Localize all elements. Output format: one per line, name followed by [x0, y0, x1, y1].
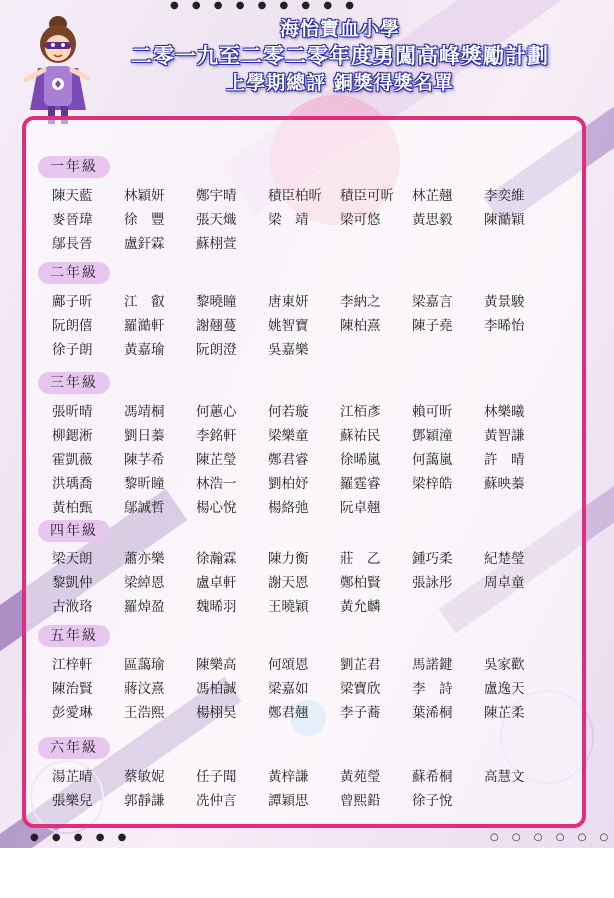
grade-label: 三年級: [38, 372, 110, 394]
student-name: 魏晞羽: [196, 599, 237, 615]
student-name: 鄺子昕: [52, 294, 93, 310]
student-name: 劉日蓁: [124, 428, 165, 444]
student-name: 謝天恩: [268, 575, 309, 591]
student-name: 陳樂高: [196, 657, 237, 673]
student-name: 李奕維: [484, 188, 525, 204]
student-name: 阮朗澄: [196, 342, 237, 358]
student-name: 鄔長晉: [52, 236, 93, 252]
student-name: 羅霆睿: [340, 476, 381, 492]
student-name: 葉浠桐: [412, 705, 453, 721]
student-name: 王浩熙: [124, 705, 165, 721]
student-name: 黎凱仲: [52, 575, 93, 591]
student-name: 黃柏甄: [52, 500, 93, 516]
student-name: 梁 靖: [268, 212, 309, 228]
student-name: 劉柏妤: [268, 476, 309, 492]
student-name: 鄭君睿: [268, 452, 309, 468]
student-name: 梁天朗: [52, 551, 93, 567]
student-name: 姚智寶: [268, 318, 309, 334]
student-name: 江 叡: [124, 294, 165, 310]
student-name: 彭愛琳: [52, 705, 93, 721]
grade-label: 一年級: [38, 156, 110, 178]
name-row: [52, 767, 556, 787]
student-name: 梁可悠: [340, 212, 381, 228]
grade-label: 二年級: [38, 262, 110, 284]
student-name: 洪瑀喬: [52, 476, 93, 492]
grade-label: 六年級: [38, 737, 110, 759]
student-name: 張樂兒: [52, 793, 93, 809]
student-name: 蔡敏妮: [124, 769, 165, 785]
student-name: 鍾巧柔: [412, 551, 453, 567]
student-name: 蔣汶熹: [124, 681, 165, 697]
decor-dots: ● ● ● ● ● ● ● ● ●: [170, 0, 359, 11]
student-name: 李子蕎: [340, 705, 381, 721]
student-name: 鄧穎潼: [412, 428, 453, 444]
student-name: 盧逸天: [484, 681, 525, 697]
name-row: [52, 474, 556, 494]
student-name: 鄭君翹: [268, 705, 309, 721]
student-name: 蘇栩萱: [196, 236, 237, 252]
student-name: 古浟珞: [52, 599, 93, 615]
name-row: [52, 402, 556, 422]
student-name: 鄭宇晴: [196, 188, 237, 204]
student-name: 鄭柏賢: [340, 575, 381, 591]
name-row: [52, 573, 556, 593]
student-name: 蘇祐民: [340, 428, 381, 444]
student-name: 梁嘉如: [268, 681, 309, 697]
student-name: 劉芷君: [340, 657, 381, 673]
student-name: 謝翹蔓: [196, 318, 237, 334]
student-name: 周卓童: [484, 575, 525, 591]
student-name: 積臣可昕: [340, 188, 394, 204]
student-name: 江栢彥: [340, 404, 381, 420]
student-name: 黃梓謙: [268, 769, 309, 785]
student-name: 黎曉瞳: [196, 294, 237, 310]
student-name: 馮靖桐: [124, 404, 165, 420]
name-row: [52, 426, 556, 446]
name-row: [52, 549, 556, 569]
school-name: 海怡寶血小學: [279, 18, 400, 40]
student-name: 林樂曦: [484, 404, 525, 420]
student-name: 王曉穎: [268, 599, 309, 615]
student-name: 陳芷瑩: [196, 452, 237, 468]
student-name: 黃智謙: [484, 428, 525, 444]
name-row: [52, 679, 556, 699]
student-name: 梁寶欣: [340, 681, 381, 697]
name-row: [52, 292, 556, 312]
student-name: 馮柏誠: [196, 681, 237, 697]
student-name: 麥晉瑋: [52, 212, 93, 228]
student-name: 黃思毅: [412, 212, 453, 228]
student-name: 林穎妍: [124, 188, 165, 204]
student-name: 陳治賢: [52, 681, 93, 697]
student-name: 羅澔軒: [124, 318, 165, 334]
grade-label: 五年級: [38, 625, 110, 647]
student-name: 何若璇: [268, 404, 309, 420]
name-row: [52, 186, 556, 206]
student-name: 紀楚瑩: [484, 551, 525, 567]
student-name: 江梓軒: [52, 657, 93, 673]
name-row: [52, 655, 556, 675]
student-name: 黃苑瑩: [340, 769, 381, 785]
student-name: 徐子悅: [412, 793, 453, 809]
student-name: 蘇映蓁: [484, 476, 525, 492]
student-name: 區藹瑜: [124, 657, 165, 673]
student-name: 積臣柏昕: [268, 188, 322, 204]
student-name: 陳澔穎: [484, 212, 525, 228]
student-name: 何蕙心: [196, 404, 237, 420]
student-name: 阮朗僖: [52, 318, 93, 334]
student-name: 楊栩昊: [196, 705, 237, 721]
student-name: 湯芷晴: [52, 769, 93, 785]
student-name: 蘇希桐: [412, 769, 453, 785]
name-row: [52, 234, 268, 254]
student-name: 譚穎思: [268, 793, 309, 809]
student-name: 黃嘉瑜: [124, 342, 165, 358]
student-name: 李銘軒: [196, 428, 237, 444]
student-name: 鄔誠哲: [124, 500, 165, 516]
student-name: 徐瀚霖: [196, 551, 237, 567]
student-name: 高慧文: [484, 769, 525, 785]
name-row: [52, 703, 556, 723]
student-name: 楊心悅: [196, 500, 237, 516]
name-row: [52, 316, 556, 336]
student-name: 楊絡弛: [268, 500, 309, 516]
student-name: 張詠彤: [412, 575, 453, 591]
student-name: 盧卓軒: [196, 575, 237, 591]
student-name: 莊 乙: [340, 551, 381, 567]
student-name: 林芷翹: [412, 188, 453, 204]
student-name: 張天熾: [196, 212, 237, 228]
student-name: 徐晞嵐: [340, 452, 381, 468]
student-name: 何頌恩: [268, 657, 309, 673]
student-name: 陳子堯: [412, 318, 453, 334]
student-name: 梁梓皓: [412, 476, 453, 492]
student-name: 許 晴: [484, 452, 525, 468]
student-name: 陳芓希: [124, 452, 165, 468]
student-name: 任子聞: [196, 769, 237, 785]
student-name: 柳鍶淅: [52, 428, 93, 444]
student-name: 梁綽恩: [124, 575, 165, 591]
student-name: 霍凱薇: [52, 452, 93, 468]
student-name: 蕭亦樂: [124, 551, 165, 567]
program-title: 二零一九至二零二零年度勇闖高峰獎勵計劃: [131, 43, 549, 68]
name-row: [52, 597, 412, 617]
student-name: 黎昕瞳: [124, 476, 165, 492]
student-name: 李納之: [340, 294, 381, 310]
award-title: 上學期總評 銅獎得獎名單: [226, 72, 454, 94]
student-name: 林浩一: [196, 476, 237, 492]
student-name: 陳力衡: [268, 551, 309, 567]
student-name: 李晞怡: [484, 318, 525, 334]
student-name: 吳家歡: [484, 657, 525, 673]
student-name: 郭靜謙: [124, 793, 165, 809]
decor-dots: ● ● ● ● ●: [30, 832, 132, 843]
student-name: 羅焯盈: [124, 599, 165, 615]
student-name: 黃景駿: [484, 294, 525, 310]
name-row: [52, 210, 556, 230]
student-name: 陳芷柔: [484, 705, 525, 721]
name-row: [52, 791, 484, 811]
student-name: 李 詩: [412, 681, 453, 697]
decor-dots: ○ ○ ○ ○ ○ ○: [490, 832, 614, 843]
name-row: [52, 340, 340, 360]
student-name: 陳天藍: [52, 188, 93, 204]
student-name: 冼仲言: [196, 793, 237, 809]
student-name: 曾熙鉛: [340, 793, 381, 809]
name-row: [52, 498, 412, 518]
student-name: 唐東妍: [268, 294, 309, 310]
student-name: 梁嘉言: [412, 294, 453, 310]
student-name: 馬諾鍵: [412, 657, 453, 673]
student-name: 黃允麟: [340, 599, 381, 615]
student-name: 梁樂童: [268, 428, 309, 444]
student-name: 何藹嵐: [412, 452, 453, 468]
student-name: 陳柏熹: [340, 318, 381, 334]
student-name: 張昕晴: [52, 404, 93, 420]
name-row: [52, 450, 556, 470]
grade-label: 四年級: [38, 520, 110, 542]
student-name: 盧釬霖: [124, 236, 165, 252]
student-name: 賴可昕: [412, 404, 453, 420]
student-name: 徐 豐: [124, 212, 165, 228]
student-name: 徐子朗: [52, 342, 93, 358]
student-name: 阮卓翹: [340, 500, 381, 516]
student-name: 吳嘉樂: [268, 342, 309, 358]
